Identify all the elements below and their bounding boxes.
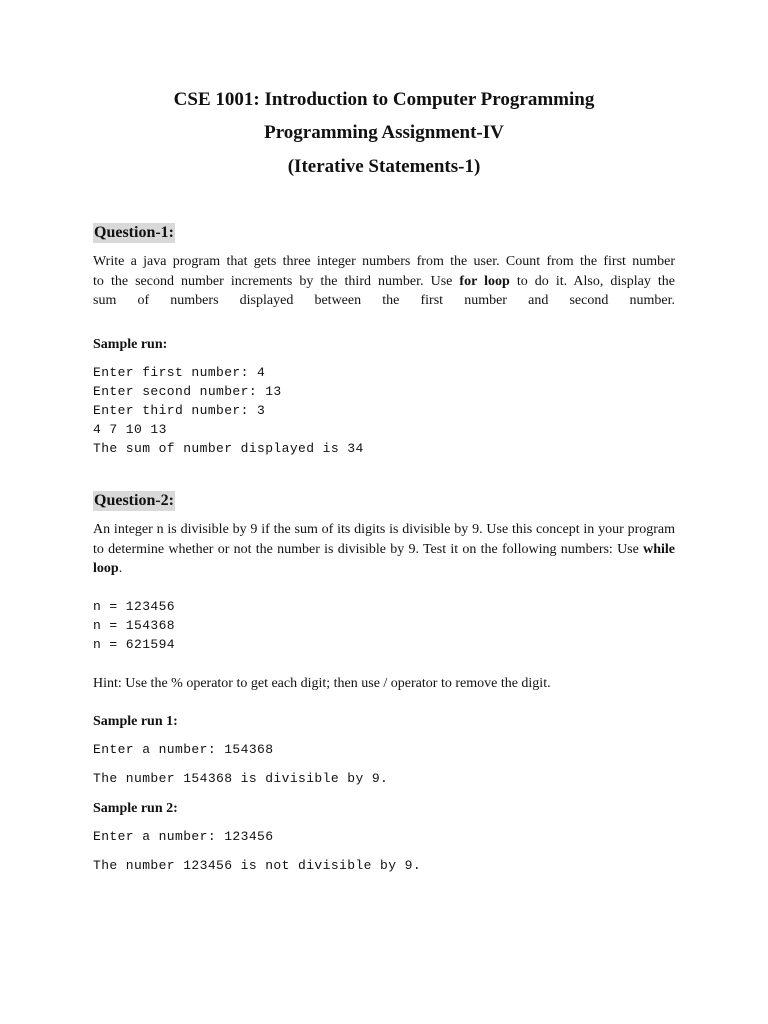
question-2-test-value: n = 123456 [93,599,176,614]
question-1-sample-line: The sum of number displayed is 34 [93,441,364,456]
question-1-sample-line: Enter second number: 13 [93,384,282,399]
sample-run-2-label: Sample run 2: [93,801,178,816]
sample-run-2-input: Enter a number: 123456 [93,829,274,844]
question-1-for-loop-keyword: for loop [459,274,510,289]
question-1-heading: Question-1: [94,224,174,241]
question-1-sample-line: 4 7 10 13 [93,422,167,437]
sample-run-1-output: The number 154368 is divisible by 9. [93,771,389,786]
question-1-line-2 [93,272,675,292]
question-1-line-2-post: to do it. Also, display the [509,274,675,289]
question-1-line-2-pre: to the second number increments by the third number. Use [93,274,460,289]
sample-run-1-input: Enter a number: 154368 [93,742,274,757]
question-2-paragraph [93,520,675,579]
question-1-line-3-text: sum of numbers displayed between the first number and second number. [93,293,675,308]
course-title: CSE 1001: Introduction to Computer Programming [173,89,595,110]
question-2-paragraph-pre: An integer n is divisible by 9 if the sum of its digits is divisible by 9. Use this concept in your program to determine whether or not the number is divisible by 9. Test it on the following numbers: Use [93,522,675,557]
question-1-sample-line: Enter third number: 3 [93,403,266,418]
question-2-while-loop-keyword: while loop [93,541,675,576]
question-2-hint: Hint: Use the % operator to get each digit; then use / operator to remove the digit. [93,676,551,691]
question-1-sample-label: Sample run: [93,337,168,352]
question-1-line-1 [93,252,675,272]
assignment-title: Programming Assignment-IV [264,122,504,143]
sample-run-1-label: Sample run 1: [93,714,178,729]
question-2-paragraph-post: . [118,561,123,576]
question-2-test-value: n = 621594 [93,637,176,652]
assignment-subtitle: (Iterative Statements-1) [287,156,481,177]
sample-run-2-output: The number 123456 is not divisible by 9. [93,858,422,873]
question-2-heading: Question-2: [94,492,174,509]
question-1-sample-line: Enter first number: 4 [93,365,266,380]
question-1-line-1-text: Write a java program that gets three integer numbers from the user. Count from the first number [93,254,675,269]
question-1-line-3 [93,291,675,311]
question-2-test-value: n = 154368 [93,618,176,633]
